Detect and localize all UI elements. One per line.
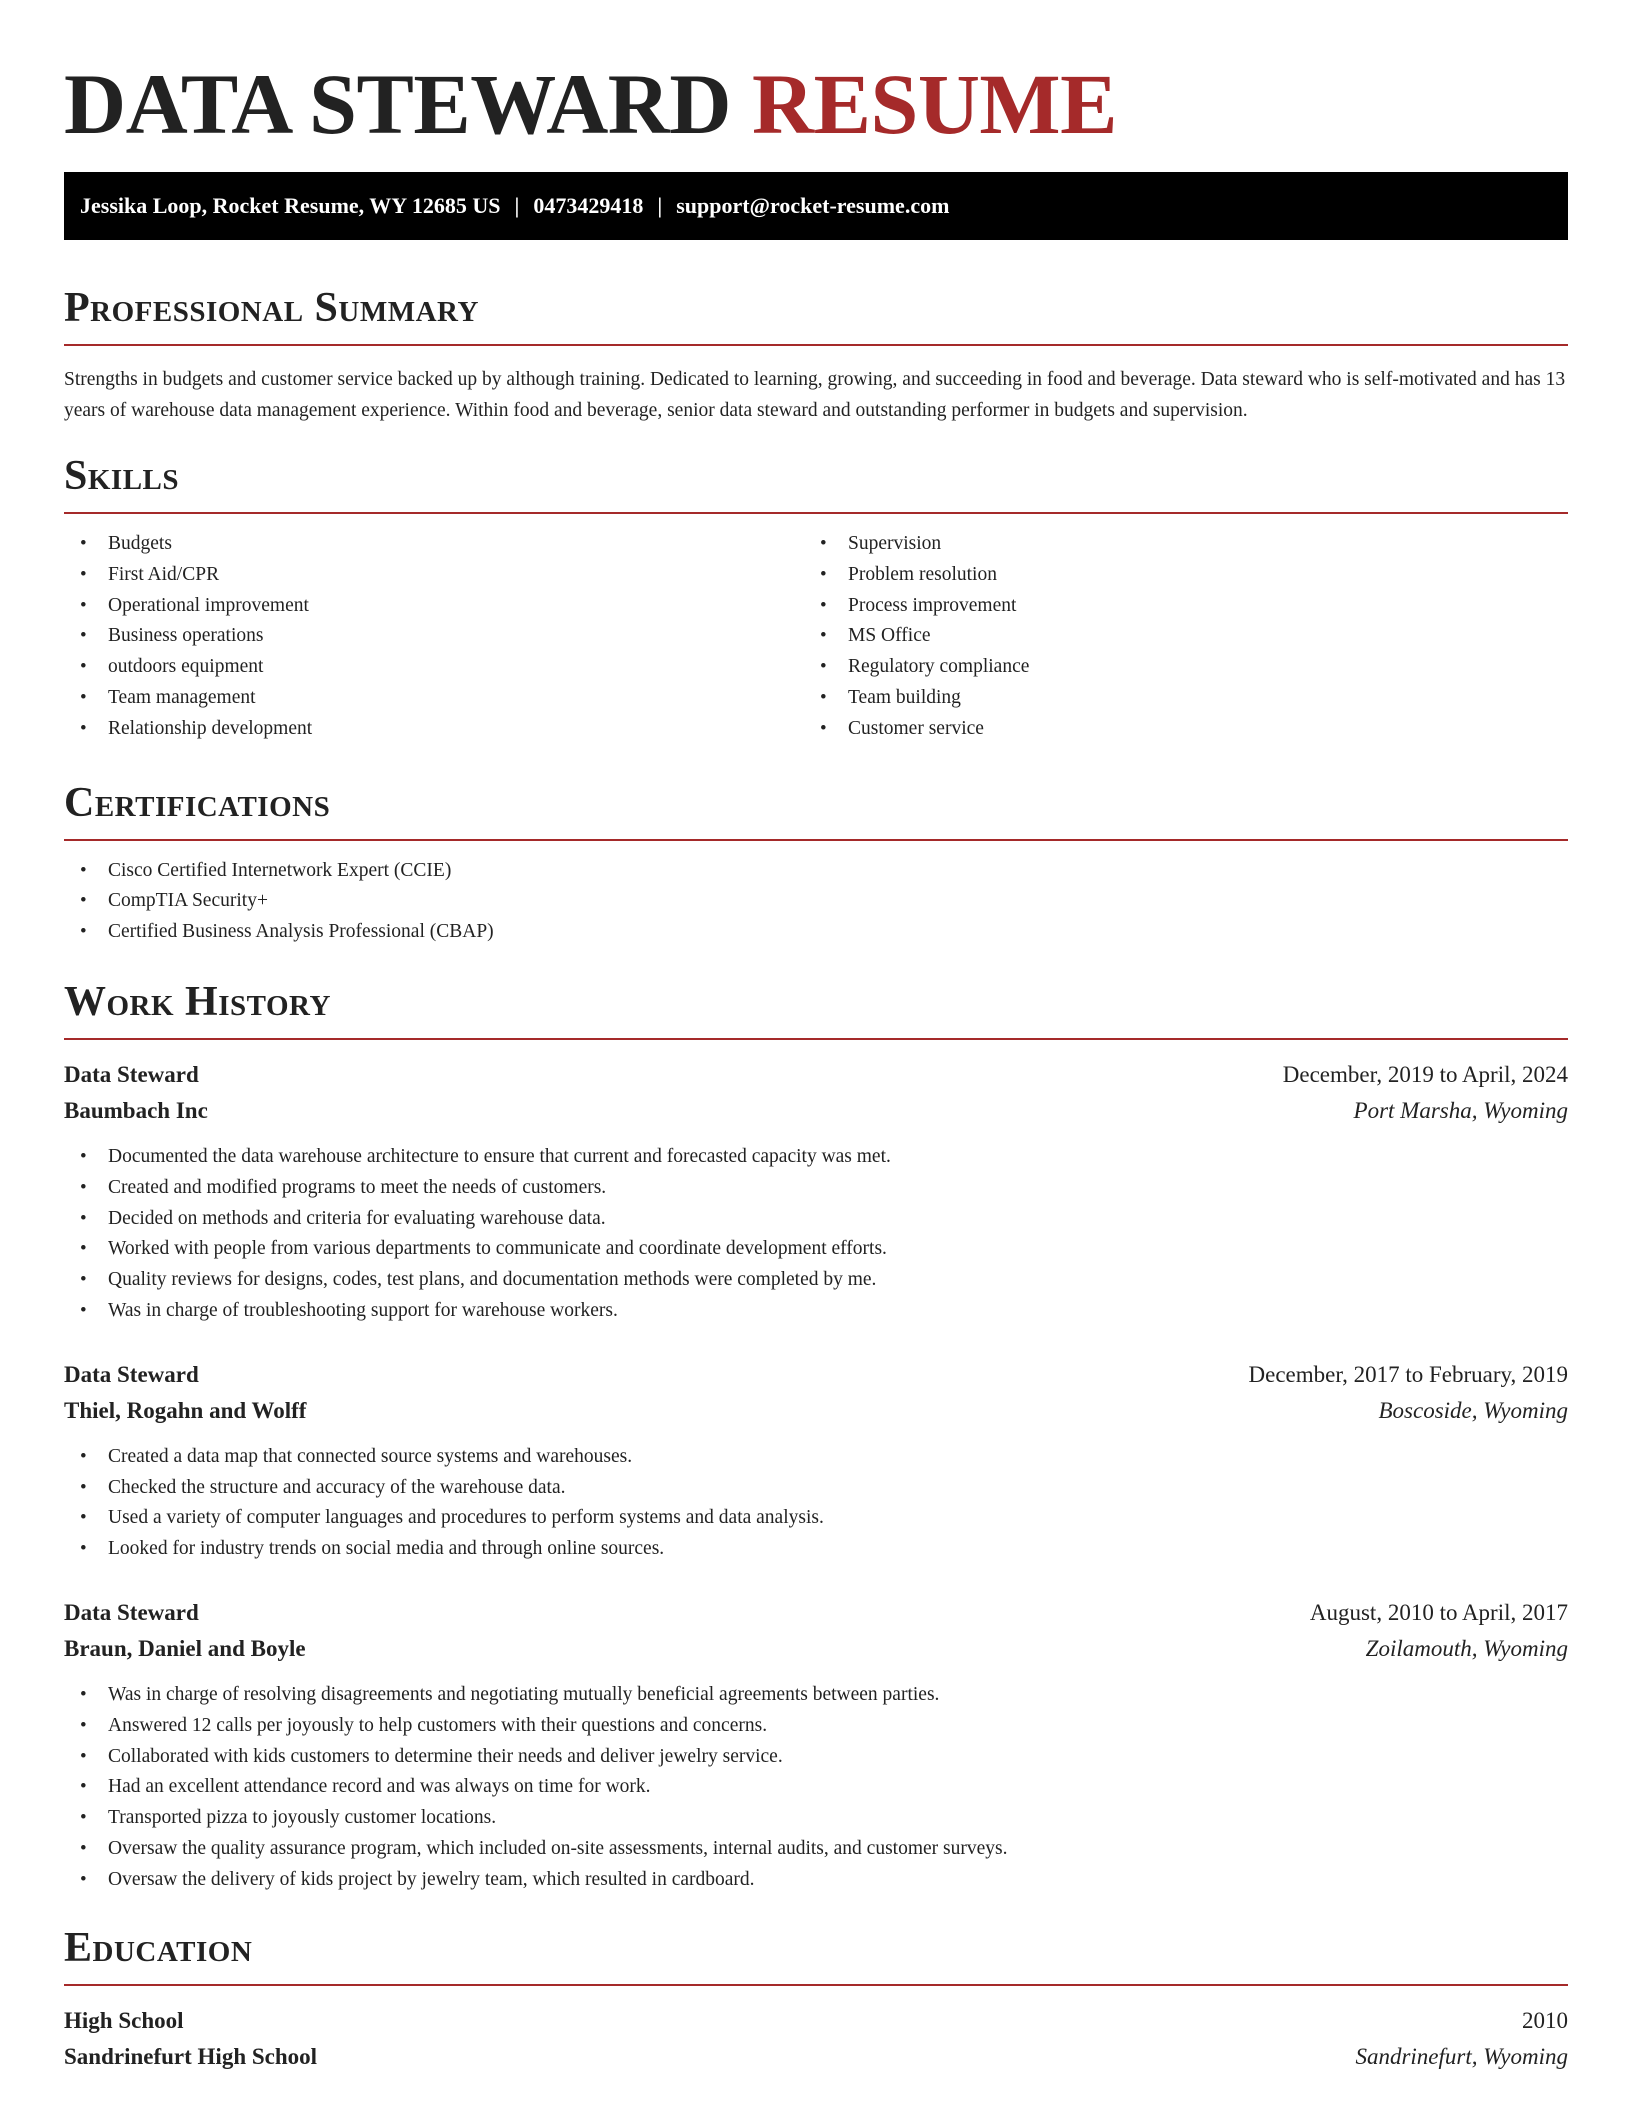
- section-divider: [64, 839, 1568, 841]
- section-heading-skills: Skills: [64, 453, 180, 499]
- job-entry: [64, 1357, 1568, 1565]
- job-bullet: • Transported pizza to joyously customer locations.: [64, 1803, 1568, 1834]
- contact-phone: 0473429418: [533, 193, 644, 218]
- section-heading-work-history: Work History: [64, 978, 331, 1025]
- section-heading-summary: Professional Summary: [64, 285, 479, 331]
- section-heading-education: Education: [64, 1924, 253, 1971]
- work-history-section: [64, 978, 1568, 1896]
- skill-item: • Regulatory compliance: [804, 652, 1544, 683]
- job-title: Data Steward: [64, 1361, 199, 1387]
- skill-item: • outdoors equipment: [64, 652, 804, 683]
- skill-item: • MS Office: [804, 621, 1544, 652]
- education-entry: [64, 2003, 1568, 2075]
- section-divider: [64, 1038, 1568, 1040]
- education-degree: High School: [64, 2007, 184, 2033]
- job-bullet: • Decided on methods and criteria for evaluating warehouse data.: [64, 1204, 1568, 1235]
- job-title: Data Steward: [64, 1061, 199, 1087]
- skills-list-left: [64, 529, 804, 745]
- job-dates: August, 2010 to April, 2017: [1309, 1599, 1568, 1625]
- summary-section: [64, 284, 1568, 426]
- skill-item: • Budgets: [64, 529, 804, 560]
- job-title-row: [64, 1595, 1568, 1631]
- education-degree-row: [64, 2003, 1568, 2039]
- job-bullet: • Was in charge of resolving disagreements and negotiating mutually beneficial agreements between parties.: [64, 1680, 1568, 1711]
- skills-section: [64, 452, 1568, 745]
- job-company-row: [64, 1393, 1568, 1429]
- skills-grid: [64, 529, 1568, 745]
- resume-title-accent: RESUME: [752, 56, 1117, 152]
- section-heading-certifications: Certifications: [64, 779, 331, 826]
- education-location: Sandrinefurt, Wyoming: [1355, 2043, 1568, 2069]
- resume-title-main: DATA STEWARD: [64, 56, 732, 152]
- job-bullet: • Answered 12 calls per joyously to help customers with their questions and concerns.: [64, 1711, 1568, 1742]
- contact-name-address: Jessika Loop, Rocket Resume, WY 12685 US: [80, 193, 501, 218]
- job-bullet: • Created a data map that connected source systems and warehouses.: [64, 1442, 1568, 1473]
- certification-item: • CompTIA Security+: [64, 886, 1568, 917]
- skill-item: • Customer service: [804, 714, 1544, 745]
- education-year: 2010: [1522, 2007, 1568, 2033]
- job-company: Braun, Daniel and Boyle: [64, 1635, 306, 1661]
- job-bullet: • Used a variety of computer languages and procedures to perform systems and data analysis.: [64, 1503, 1568, 1534]
- skill-item: • Business operations: [64, 621, 804, 652]
- section-divider: [64, 344, 1568, 346]
- skill-item: • Supervision: [804, 529, 1544, 560]
- certifications-section: [64, 779, 1568, 948]
- job-bullet: • Oversaw the quality assurance program, which included on-site assessments, internal audits, and customer surveys.: [64, 1834, 1568, 1865]
- job-bullet: • Documented the data warehouse architecture to ensure that current and forecasted capacity was met.: [64, 1142, 1568, 1173]
- contact-separator: |: [514, 193, 520, 218]
- skills-list-right: [804, 529, 1544, 745]
- job-bullets: [64, 1442, 1568, 1565]
- skill-item: • Team management: [64, 683, 804, 714]
- job-title-row: [64, 1057, 1568, 1093]
- job-entry: [64, 1595, 1568, 1896]
- job-location: Zoilamouth, Wyoming: [1365, 1635, 1568, 1661]
- education-section: [64, 1924, 1568, 2075]
- job-location: Port Marsha, Wyoming: [1353, 1097, 1568, 1123]
- education-school-row: [64, 2039, 1568, 2075]
- contact-bar: [64, 172, 1568, 240]
- job-title-row: [64, 1357, 1568, 1393]
- job-company-row: [64, 1093, 1568, 1129]
- job-bullet: • Looked for industry trends on social media and through online sources.: [64, 1534, 1568, 1565]
- skill-item: • Team building: [804, 683, 1544, 714]
- certification-item: • Cisco Certified Internetwork Expert (CCIE): [64, 856, 1568, 887]
- job-bullet: • Worked with people from various departments to communicate and coordinate development efforts.: [64, 1234, 1568, 1265]
- job-bullet: • Collaborated with kids customers to determine their needs and deliver jewelry service.: [64, 1742, 1568, 1773]
- certifications-list: [64, 856, 1568, 948]
- job-company: Thiel, Rogahn and Wolff: [64, 1397, 307, 1423]
- job-location: Boscoside, Wyoming: [1378, 1397, 1568, 1423]
- skill-item: • Problem resolution: [804, 560, 1544, 591]
- contact-separator: |: [657, 193, 663, 218]
- resume-title: [64, 58, 1568, 150]
- skill-item: • First Aid/CPR: [64, 560, 804, 591]
- skill-item: • Relationship development: [64, 714, 804, 745]
- job-bullet: • Had an excellent attendance record and was always on time for work.: [64, 1772, 1568, 1803]
- job-title: Data Steward: [64, 1599, 199, 1625]
- contact-email: support@rocket-resume.com: [676, 193, 950, 218]
- job-entry: [64, 1057, 1568, 1327]
- job-bullet: • Quality reviews for designs, codes, test plans, and documentation methods were completed by me.: [64, 1265, 1568, 1296]
- job-bullet: • Oversaw the delivery of kids project by jewelry team, which resulted in cardboard.: [64, 1865, 1568, 1896]
- job-bullets: [64, 1142, 1568, 1327]
- job-bullet: • Created and modified programs to meet the needs of customers.: [64, 1173, 1568, 1204]
- education-school: Sandrinefurt High School: [64, 2043, 318, 2069]
- skill-item: • Operational improvement: [64, 591, 804, 622]
- job-dates: December, 2017 to February, 2019: [1248, 1361, 1568, 1387]
- job-company-row: [64, 1631, 1568, 1667]
- section-divider: [64, 1984, 1568, 1986]
- job-bullet: • Was in charge of troubleshooting support for warehouse workers.: [64, 1296, 1568, 1327]
- skill-item: • Process improvement: [804, 591, 1544, 622]
- job-dates: December, 2019 to April, 2024: [1282, 1061, 1568, 1087]
- job-company: Baumbach Inc: [64, 1097, 208, 1123]
- resume-page: [64, 0, 1568, 2075]
- certification-item: • Certified Business Analysis Professional (CBAP): [64, 917, 1568, 948]
- job-bullet: • Checked the structure and accuracy of the warehouse data.: [64, 1473, 1568, 1504]
- job-bullets: [64, 1680, 1568, 1896]
- section-divider: [64, 512, 1568, 514]
- summary-text: Strengths in budgets and customer service backed up by although training. Dedicated to learning, growing, and succeeding in food and beverage. Data steward who is self-motivated and has 13 years of warehouse data management experience. Within food and beverage, senior data steward and outstanding performer in budgets and supervision.: [64, 369, 1566, 421]
